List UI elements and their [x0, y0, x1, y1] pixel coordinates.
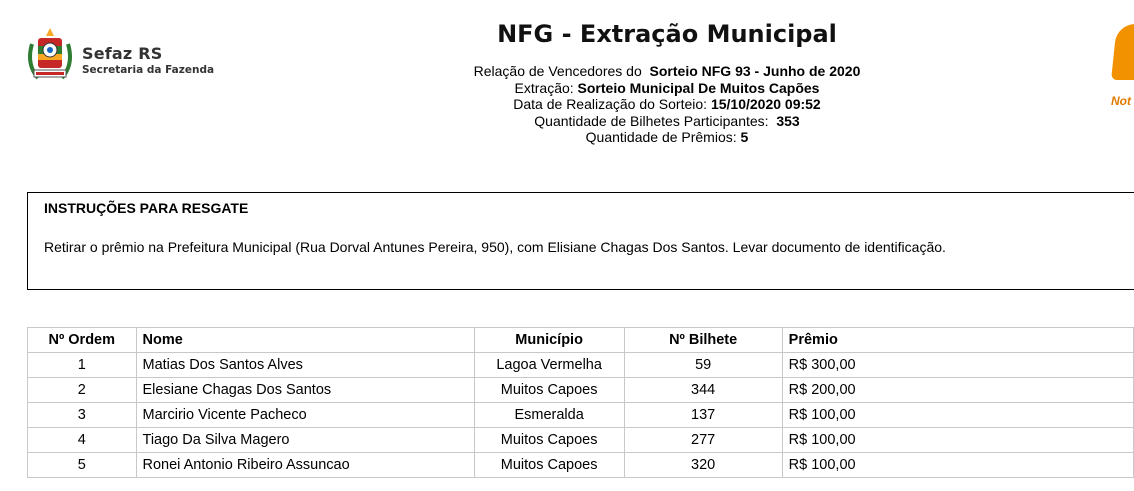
cell-premio: R$ 200,00: [782, 378, 1133, 403]
bilhetes-label: Quantidade de Bilhetes Participantes:: [534, 112, 769, 129]
info-bilhetes: [467, 113, 867, 130]
brand-name: Sefaz RS: [82, 44, 163, 63]
cell-ordem: 1: [28, 353, 137, 378]
relacao-label: Relação de Vencedores do: [473, 63, 642, 79]
cell-nome: Elesiane Chagas Dos Santos: [136, 378, 474, 403]
cell-nome: Matias Dos Santos Alves: [136, 353, 474, 378]
header-ordem: Nº Ordem: [28, 328, 137, 353]
cell-bilhete: 277: [624, 428, 782, 453]
cell-municipio: Muitos Capoes: [474, 428, 624, 453]
cell-premio: R$ 100,00: [782, 428, 1133, 453]
right-logo-text: Not: [1111, 94, 1131, 108]
cell-bilhete: 137: [624, 403, 782, 428]
brand-subtitle: Secretaria da Fazenda: [82, 64, 215, 76]
info-premios: [467, 129, 867, 146]
bilhetes-value: 353: [776, 112, 800, 129]
premios-label: Quantidade de Prêmios:: [585, 129, 737, 145]
data-label: Data de Realização do Sorteio:: [513, 96, 708, 112]
relacao-value: Sorteio NFG 93 - Junho de 2020: [649, 63, 861, 79]
cell-bilhete: 320: [624, 453, 782, 478]
table-row: [28, 403, 1134, 428]
info-extracao: [467, 80, 867, 97]
header-bilhete: Nº Bilhete: [624, 328, 782, 353]
page-title: NFG - Extração Municipal: [497, 20, 837, 48]
cell-bilhete: 59: [624, 353, 782, 378]
brand: [82, 44, 214, 76]
cell-ordem: 2: [28, 378, 137, 403]
winners-table: [27, 327, 1134, 478]
info-data: [467, 96, 867, 113]
cell-premio: R$ 300,00: [782, 353, 1133, 378]
instructions-box: [27, 192, 1134, 290]
info-relacao: [467, 63, 867, 80]
table-header-row: [28, 328, 1134, 353]
header-municipio: Município: [474, 328, 624, 353]
table-row: [28, 353, 1134, 378]
extracao-value: Sorteio Municipal De Muitos Capões: [577, 79, 820, 96]
cell-ordem: 4: [28, 428, 137, 453]
orange-logo-shape: [1111, 24, 1134, 80]
cell-municipio: Muitos Capoes: [474, 378, 624, 403]
table-row: [28, 378, 1134, 403]
page-title-wrap: [0, 20, 1134, 48]
cell-municipio: Muitos Capoes: [474, 453, 624, 478]
premios-value: 5: [740, 129, 749, 145]
cell-municipio: Lagoa Vermelha: [474, 353, 624, 378]
cell-nome: Tiago Da Silva Magero: [136, 428, 474, 453]
instructions-text: Retirar o prêmio na Prefeitura Municipal (Rua Dorval Antunes Pereira, 950), com Elisiane Chagas Dos Santos. Levar documento de identificação.: [44, 239, 946, 255]
data-value: 15/10/2020 09:52: [710, 96, 821, 112]
cell-municipio: Esmeralda: [474, 403, 624, 428]
draw-info: [467, 63, 867, 146]
cell-nome: Ronei Antonio Ribeiro Assuncao: [136, 453, 474, 478]
cell-ordem: 5: [28, 453, 137, 478]
cell-premio: R$ 100,00: [782, 403, 1133, 428]
table-row: [28, 453, 1134, 478]
table-row: [28, 428, 1134, 453]
cell-premio: R$ 100,00: [782, 453, 1133, 478]
header-nome: Nome: [136, 328, 474, 353]
cell-nome: Marcirio Vicente Pacheco: [136, 403, 474, 428]
instructions-title: INSTRUÇÕES PARA RESGATE: [44, 200, 249, 216]
nota-fiscal-gaucha-logo: [1108, 22, 1134, 110]
extracao-label: Extração:: [514, 79, 574, 96]
cell-ordem: 3: [28, 403, 137, 428]
header-premio: Prêmio: [782, 328, 1133, 353]
cell-bilhete: 344: [624, 378, 782, 403]
